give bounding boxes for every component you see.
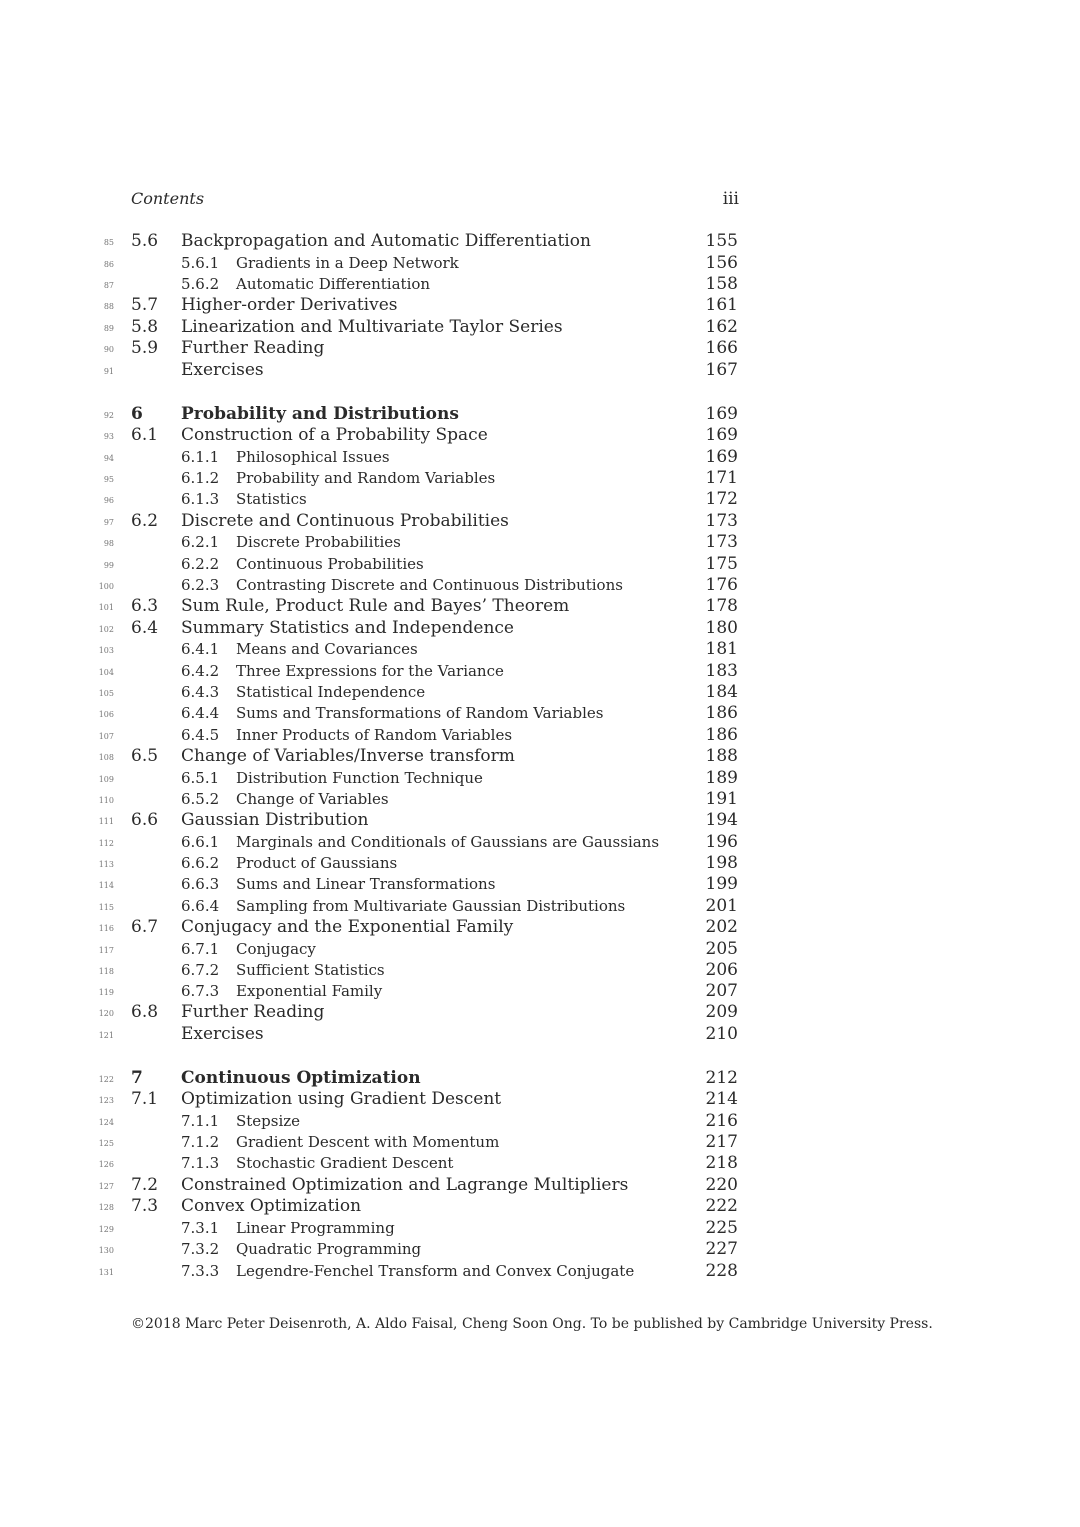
toc-entry-page: 207 (705, 981, 738, 1002)
toc-entry-label: Exercises (181, 360, 264, 380)
toc-entry-number: 6.4.4 (181, 704, 220, 723)
toc-entry-sub[interactable] (0, 468, 760, 490)
line-number: 129 (98, 1224, 114, 1234)
toc-entry-number: 6.1.2 (181, 469, 220, 488)
toc-entry-sub[interactable] (0, 1239, 760, 1261)
toc-entry-section[interactable] (0, 338, 760, 360)
line-number: 116 (98, 923, 114, 933)
toc-entry-number: 6.5.1 (181, 768, 220, 787)
toc-entry-label: Philosophical Issues (236, 447, 390, 466)
line-number: 106 (98, 710, 114, 720)
toc-entry-number: 6.2 (131, 510, 159, 531)
toc-entry-page: 173 (705, 532, 738, 553)
toc-entry-number: 5.6.2 (181, 274, 220, 293)
toc-entry-section[interactable] (0, 317, 760, 339)
toc-entry-page: 225 (705, 1217, 738, 1238)
toc-entry-number: 7.1.2 (181, 1133, 220, 1152)
toc-entry-label: Sufficient Statistics (236, 960, 385, 979)
line-number: 130 (98, 1246, 114, 1256)
toc-entry-number: 6.6 (131, 810, 159, 831)
toc-entry-page: 227 (705, 1239, 738, 1260)
toc-entry-number: 6.5 (131, 745, 159, 766)
toc-entry-page: 176 (705, 574, 738, 595)
toc-entry-number: 6.4.2 (181, 661, 220, 680)
toc-entry-label: Automatic Differentiation (236, 274, 431, 293)
toc-entry-page: 162 (705, 316, 738, 337)
toc-entry-page: 201 (705, 895, 738, 916)
toc-entry-number: 6.4.5 (181, 725, 220, 744)
toc-entry-page: 222 (705, 1196, 738, 1217)
toc-entry-section[interactable] (0, 810, 760, 832)
toc-entry-number: 6.1 (131, 425, 159, 446)
toc-entry-number: 6.4.1 (181, 640, 220, 659)
toc-entry-label: Optimization using Gradient Descent (181, 1089, 502, 1110)
toc-entry-sub[interactable] (0, 554, 760, 576)
toc-entry-label: Product of Gaussians (236, 854, 398, 872)
toc-entry-label: Change of Variables (236, 789, 389, 808)
toc-entry-sub[interactable] (0, 896, 760, 918)
line-number: 124 (98, 1117, 114, 1127)
line-number: 101 (98, 603, 114, 613)
toc-entry-label: Discrete and Continuous Probabilities (181, 510, 509, 531)
toc-entry-label: Exercises (181, 1024, 264, 1044)
toc-entry-number: 6.2.2 (181, 554, 220, 573)
toc-entry-number: 5.7 (131, 295, 159, 316)
toc-entry-label: Exponential Family (236, 982, 383, 1001)
line-number: 89 (103, 323, 114, 333)
toc-entry-sub[interactable] (0, 1132, 760, 1154)
toc-entry-section[interactable] (0, 618, 760, 640)
toc-entry-sub[interactable] (0, 725, 760, 747)
toc-entry-label: Linear Programming (236, 1218, 395, 1237)
toc-entry-page: 166 (705, 338, 738, 359)
toc-entry-label: Distribution Function Technique (236, 768, 483, 787)
toc-entry-number: 6.2.3 (181, 575, 220, 594)
toc-entry-label: Statistics (236, 490, 307, 509)
toc-entry-label: Continuous Probabilities (236, 554, 424, 573)
toc-entry-section[interactable] (0, 746, 760, 768)
toc-entry-number: 5.6 (131, 231, 159, 251)
line-number: 107 (98, 731, 114, 741)
toc-entry-number: 6.7 (131, 916, 159, 937)
toc-entry-label: Convex Optimization (181, 1196, 362, 1217)
line-number: 91 (103, 367, 114, 376)
toc-entry-sub[interactable] (0, 639, 760, 661)
toc-entry-page: 188 (705, 745, 738, 766)
toc-entry-page: 173 (705, 510, 738, 531)
line-number: 95 (103, 475, 114, 485)
toc-entry-page: 209 (705, 1002, 738, 1023)
line-number: 98 (103, 539, 114, 549)
toc-entry-label: Higher-order Derivatives (181, 295, 398, 316)
line-number: 110 (98, 795, 114, 805)
toc-entry-page: 196 (705, 831, 738, 852)
toc-entry-label: Stepsize (236, 1111, 301, 1130)
line-number: 120 (98, 1009, 114, 1019)
toc-entry-number: 6.7.3 (181, 982, 220, 1001)
toc-entry-page: 186 (705, 724, 738, 745)
toc-entry-section[interactable] (0, 1024, 760, 1046)
toc-entry-section[interactable] (0, 511, 760, 533)
line-number: 117 (98, 945, 114, 955)
toc-entry-page: 167 (705, 360, 738, 380)
toc-entry-number: 6.7.1 (181, 939, 220, 958)
toc-entry-label: Backpropagation and Automatic Differentiation (181, 231, 591, 251)
line-number: 126 (98, 1160, 114, 1170)
line-number: 119 (98, 988, 114, 998)
line-number: 102 (98, 624, 114, 634)
toc-entry-page: 214 (705, 1089, 738, 1110)
toc-entry-label: Gradient Descent with Momentum (236, 1133, 500, 1152)
toc-entry-page: 199 (705, 874, 738, 895)
toc-entry-label: Sums and Transformations of Random Variables (236, 704, 604, 723)
toc-entry-number: 6.1.1 (181, 447, 220, 466)
toc-entry-sub[interactable] (0, 789, 760, 811)
line-number: 122 (98, 1074, 114, 1084)
line-number: 109 (98, 774, 114, 784)
toc-entry-page: 186 (705, 703, 738, 724)
line-number: 86 (103, 259, 114, 269)
toc-entry-label: Further Reading (181, 338, 325, 359)
toc-entry-page: 212 (705, 1067, 738, 1088)
line-number: 100 (98, 581, 114, 591)
toc-entry-sub[interactable] (0, 853, 760, 875)
line-number: 114 (98, 881, 114, 891)
toc-entry-sub[interactable] (0, 532, 760, 554)
toc-entry-page: 169 (705, 446, 738, 467)
toc-entry-page: 210 (705, 1024, 738, 1044)
toc-entry-number: 6.1.3 (181, 490, 220, 509)
toc-entry-page: 228 (705, 1260, 738, 1281)
toc-entry-sub[interactable] (0, 981, 760, 1003)
toc-entry-number: 7.3.1 (181, 1218, 220, 1237)
toc-entry-page: 155 (705, 231, 738, 251)
toc-entry-label: Change of Variables/Inverse transform (181, 745, 515, 766)
line-number: 104 (98, 667, 114, 677)
toc-entry-label: Continuous Optimization (181, 1067, 421, 1088)
toc-entry-label: Sampling from Multivariate Gaussian Distributions (236, 896, 626, 915)
toc-entry-number: 6.6.3 (181, 875, 220, 894)
toc-entry-sub[interactable] (0, 253, 760, 275)
toc-entry-sub[interactable] (0, 489, 760, 511)
toc-entry-page: 180 (705, 617, 738, 638)
toc-entry-page: 220 (705, 1174, 738, 1195)
line-number: 99 (103, 560, 114, 570)
toc-entry-label: Sum Rule, Product Rule and Bayes’ Theorem (181, 596, 570, 617)
toc-entry-section[interactable] (0, 1089, 760, 1111)
toc-entry-section[interactable] (0, 917, 760, 939)
running-header-title: Contents (131, 189, 205, 208)
toc-entry-sub[interactable] (0, 939, 760, 961)
toc-entry-page: 172 (705, 489, 738, 510)
toc-entry-section[interactable] (0, 360, 760, 382)
toc-entry-section[interactable] (0, 596, 760, 618)
line-number: 115 (98, 902, 114, 912)
toc-entry-label: Discrete Probabilities (236, 533, 401, 552)
line-number: 118 (98, 966, 114, 976)
toc-entry-number: 6.7.2 (181, 960, 220, 979)
toc-entry-page: 191 (705, 788, 738, 809)
toc-entry-page: 161 (705, 295, 738, 316)
toc-entry-number: 7.2 (131, 1174, 159, 1195)
toc-entry-number: 6.5.2 (181, 789, 220, 808)
toc-entry-label: Gradients in a Deep Network (236, 253, 459, 272)
toc-entry-section[interactable] (0, 231, 760, 253)
toc-entry-number: 7.1.3 (181, 1154, 220, 1173)
toc-entry-label: Legendre-Fenchel Transform and Convex Conjugate (236, 1261, 635, 1280)
toc-entry-page: 158 (705, 273, 738, 294)
toc-entry-sub[interactable] (0, 703, 760, 725)
toc-entry-label: Probability and Random Variables (236, 469, 496, 488)
toc-entry-label: Conjugacy (236, 939, 316, 958)
line-number: 123 (98, 1096, 114, 1106)
toc-entry-page: 198 (705, 853, 738, 873)
toc-entry-label: Gaussian Distribution (181, 810, 369, 831)
toc-entry-number: 5.9 (131, 338, 159, 359)
toc-entry-sub[interactable] (0, 1218, 760, 1240)
line-number: 85 (103, 238, 114, 247)
toc-entry-label: Conjugacy and the Exponential Family (181, 916, 514, 937)
toc-entry-page: 189 (705, 767, 738, 788)
toc-entry-sub[interactable] (0, 1153, 760, 1175)
toc-entry-page: 178 (705, 596, 738, 617)
toc-entry-label: Stochastic Gradient Descent (236, 1154, 454, 1173)
line-number: 127 (98, 1181, 114, 1191)
toc-entry-number: 6.6.2 (181, 854, 220, 872)
toc-entry-sub[interactable] (0, 447, 760, 469)
line-number: 125 (98, 1139, 114, 1149)
toc-entry-number: 7 (131, 1067, 143, 1088)
toc-entry-chapter[interactable] (0, 404, 760, 426)
toc-entry-sub[interactable] (0, 1111, 760, 1133)
toc-entry-number: 6 (131, 403, 143, 424)
line-number: 87 (103, 280, 114, 290)
line-number: 94 (103, 453, 114, 463)
toc-entry-label: Contrasting Discrete and Continuous Distributions (236, 575, 623, 594)
line-number: 131 (98, 1267, 114, 1277)
toc-entry-page: 183 (705, 660, 738, 681)
toc-entry-number: 7.1.1 (181, 1111, 220, 1130)
toc-entry-section[interactable] (0, 1196, 760, 1218)
toc-entry-page: 169 (705, 403, 738, 424)
line-number: 112 (98, 838, 114, 848)
toc-entry-page: 216 (705, 1110, 738, 1131)
toc-entry-sub[interactable] (0, 832, 760, 854)
toc-entry-chapter[interactable] (0, 1068, 760, 1090)
toc-entry-sub[interactable] (0, 1261, 760, 1283)
toc-entry-number: 6.8 (131, 1002, 159, 1023)
toc-entry-sub[interactable] (0, 874, 760, 896)
line-number: 103 (98, 646, 114, 656)
toc-entry-page: 202 (705, 916, 738, 937)
toc-entry-label: Three Expressions for the Variance (236, 661, 504, 680)
line-number: 128 (98, 1203, 114, 1213)
line-number: 90 (103, 345, 114, 355)
toc-entry-number: 7.3.3 (181, 1261, 220, 1280)
page-number: iii (722, 189, 739, 209)
toc-entry-number: 7.3.2 (181, 1240, 220, 1259)
toc-entry-sub[interactable] (0, 661, 760, 683)
toc-entry-number: 6.6.1 (181, 832, 220, 851)
toc-entry-page: 169 (705, 425, 738, 446)
toc-entry-label: Constrained Optimization and Lagrange Multipliers (181, 1174, 629, 1195)
toc-entry-sub[interactable] (0, 274, 760, 296)
toc-entry-number: 6.6.4 (181, 896, 220, 915)
toc-entry-label: Further Reading (181, 1002, 325, 1023)
line-number: 108 (98, 752, 114, 762)
toc-entry-label: Marginals and Conditionals of Gaussians are Gaussians (236, 832, 660, 851)
toc-entry-sub[interactable] (0, 960, 760, 982)
toc-entry-number: 5.8 (131, 316, 159, 337)
toc-entry-number: 6.4.3 (181, 683, 220, 701)
toc-entry-section[interactable] (0, 1002, 760, 1024)
toc-entry-number: 7.1 (131, 1089, 159, 1110)
toc-entry-number: 6.2.1 (181, 533, 220, 552)
line-number: 97 (103, 517, 114, 527)
toc-entry-label: Statistical Independence (236, 683, 426, 701)
toc-entry-page: 206 (705, 959, 738, 980)
line-number: 105 (98, 689, 114, 698)
toc-entry-label: Construction of a Probability Space (181, 425, 488, 446)
toc-entry-sub[interactable] (0, 575, 760, 597)
toc-entry-section[interactable] (0, 1175, 760, 1197)
toc-entry-section[interactable] (0, 425, 760, 447)
toc-entry-page: 194 (705, 810, 738, 831)
toc-entry-page: 156 (705, 252, 738, 273)
line-number: 111 (98, 817, 114, 827)
toc-entry-label: Means and Covariances (236, 640, 418, 659)
toc-entry-number: 5.6.1 (181, 253, 220, 272)
toc-entry-label: Probability and Distributions (181, 403, 459, 424)
toc-entry-section[interactable] (0, 295, 760, 317)
line-number: 92 (103, 410, 114, 420)
line-number: 113 (98, 860, 114, 869)
toc-entry-page: 217 (705, 1132, 738, 1153)
toc-entry-number: 6.3 (131, 596, 159, 617)
toc-entry-label: Quadratic Programming (236, 1240, 422, 1259)
toc-entry-label: Linearization and Multivariate Taylor Series (181, 316, 563, 337)
toc-entry-sub[interactable] (0, 768, 760, 790)
copyright-footer: ©2018 Marc Peter Deisenroth, A. Aldo Faisal, Cheng Soon Ong. To be published by Cambridge University Press. (131, 1316, 933, 1332)
toc-entry-number: 6.4 (131, 617, 159, 638)
toc-entry-label: Sums and Linear Transformations (236, 875, 496, 894)
toc-entry-label: Inner Products of Random Variables (236, 725, 513, 744)
toc-entry-page: 181 (705, 639, 738, 660)
line-number: 88 (103, 302, 114, 312)
toc-entry-page: 205 (705, 938, 738, 959)
toc-entry-number: 7.3 (131, 1196, 159, 1217)
line-number: 121 (98, 1031, 114, 1040)
toc-entry-page: 184 (705, 682, 738, 702)
line-number: 96 (103, 496, 114, 506)
toc-entry-page: 218 (705, 1153, 738, 1174)
line-number: 93 (103, 432, 114, 442)
toc-entry-sub[interactable] (0, 682, 760, 704)
toc-entry-page: 171 (705, 468, 738, 489)
toc-entry-page: 175 (705, 553, 738, 574)
toc-entry-label: Summary Statistics and Independence (181, 617, 514, 638)
